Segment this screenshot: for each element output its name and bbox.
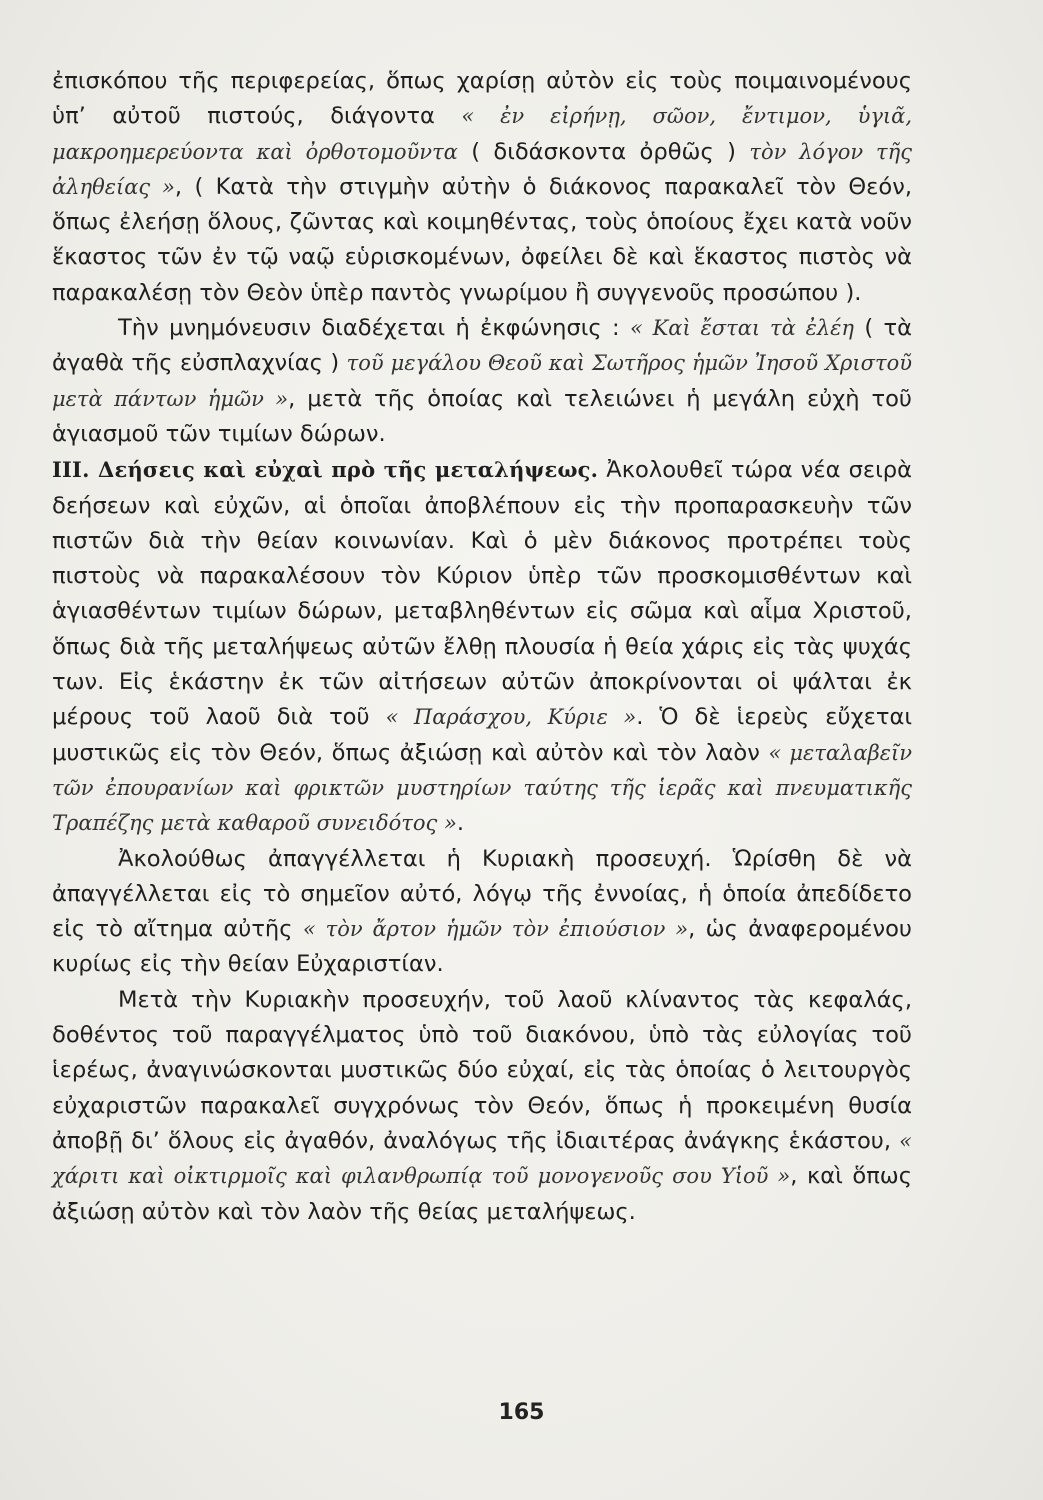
text-run: ( διδάσκοντα ὀρθῶς )	[457, 138, 750, 165]
text-run: Τὴν μνημόνευσιν διαδέχεται ἡ ἐκφώνησις :	[118, 315, 630, 342]
section-heading: ΙΙΙ. Δεήσεις καὶ εὐχαὶ πρὸ τῆς μεταλήψεως.	[52, 457, 599, 483]
quoted-text: « χάριτι καὶ οἰκτιρμοῖς καὶ φιλανθρωπίᾳ τοῦ μονογενοῦς σου Υἱοῦ »	[52, 1128, 912, 1189]
page-number: 165	[498, 1400, 545, 1425]
text-run: Ἀκολούθως ἀπαγγέλλεται ἡ Κυριακὴ προσευχή. Ὡρίσθη δὲ νὰ ἀπαγγέλλεται εἰς τὸ σημεῖον αὐτό, λόγῳ τῆς ἐννοίας, ἡ ὁποία ἀπεδίδετο εἰς τὸ αἴτημα αὐτῆς	[52, 845, 912, 943]
quoted-text: « μεταλαβεῖν τῶν ἐπουρανίων καὶ φρικτῶν μυστηρίων ταύτης τῆς ἱερᾶς καὶ πνευματικῆς Τραπέζης μετὰ καθαροῦ συνειδότος »	[52, 740, 912, 836]
paragraph-lords-prayer	[52, 842, 912, 983]
text-run: , καὶ ὅπως ἀξιώσῃ αὐτὸν καὶ τὸν λαὸν τῆς θείας μεταλήψεως.	[52, 1163, 912, 1225]
quoted-text: τοῦ μεγάλου Θεοῦ καὶ Σωτῆρος ἡμῶν Ἰησοῦ Χριστοῦ μετὰ πάντων ἡμῶν »	[52, 351, 912, 411]
paragraph-continuation	[52, 64, 912, 311]
text-run: . Ὁ δὲ ἱερεὺς εὔχεται μυστικῶς εἰς τὸν Θεόν, ὅπως ἀξιώσῃ καὶ αὐτὸν καὶ τὸν λαὸν	[52, 704, 912, 766]
text-run: Ἀκολουθεῖ τώρα νέα σειρὰ δεήσεων καὶ εὐχῶν, αἱ ὁποῖαι ἀποβλέπουν εἰς τὴν προπαρασκευὴν τῶν πιστῶν διὰ τὴν θείαν κοινωνίαν. Καὶ ὁ μὲν διάκονος προτρέπει τοὺς πιστοὺς νὰ παρακαλέσουν τὸν Κύριον ὑπὲρ τῶν προσκομισθέντων καὶ ἁγιασθέντων τιμίων δώρων, μεταβληθέντων εἰς σῶμα καὶ αἷμα Χριστοῦ, ὅπως διὰ τῆς μεταλήψεως αὐτῶν ἔλθῃ πλουσία ἡ θεία χάρις εἰς τὰς ψυχάς των. Εἰς ἑκάστην ἐκ τῶν αἰτήσεων αὐτῶν ἀποκρίνονται οἱ ψάλται ἐκ μέρους τοῦ λαοῦ διὰ τοῦ	[52, 457, 912, 731]
text-run: , ( Κατὰ τὴν στιγμὴν αὐτὴν ὁ διάκονος παρακαλεῖ τὸν Θεόν, ὅπως ἐλεήσῃ ὅλους, ζῶντας καὶ κοιμηθέντας, τοὺς ὁποίους ἔχει κατὰ νοῦν ἕκαστος τῶν ἐν τῷ ναῷ εὑρισκομένων, ὀφείλει δὲ καὶ ἕκαστος πιστὸς νὰ παρακαλέσῃ τὸν Θεὸν ὑπὲρ παντὸς γνωρίμου ἢ συγγενοῦς προσώπου ).	[52, 173, 913, 306]
paragraph-section-iii	[52, 452, 912, 841]
text-run: , μετὰ τῆς ὁποίας καὶ τελειώνει ἡ μεγάλη εὐχὴ τοῦ ἁγιασμοῦ τῶν τιμίων δώρων.	[52, 385, 913, 447]
body-text	[52, 64, 912, 1230]
text-run: ( τὰ ἀγαθὰ τῆς εὐσπλαχνίας )	[52, 315, 912, 377]
quoted-text: « τὸν ἄρτον ἡμῶν τὸν ἐπιούσιον »	[302, 917, 689, 942]
text-run: .	[456, 810, 464, 837]
paragraph-after-prayer	[52, 983, 912, 1230]
quoted-text: τὸν λόγον τῆς ἀληθείας »	[52, 139, 912, 199]
quoted-text: « Καὶ ἔσται τὰ ἐλέη	[629, 316, 855, 341]
quoted-text: « ἐν εἰρήνῃ, σῶον, ἔντιμον, ὑγιᾶ, μακροημερεύοντα καὶ ὀρθοτομοῦντα	[52, 104, 912, 164]
text-run: ἐπισκόπου τῆς περιφερείας, ὅπως χαρίσῃ αὐτὸν εἰς τοὺς ποιμαινομένους ὑπ’ αὐτοῦ πιστούς, διάγοντα	[52, 68, 912, 130]
text-run: Μετὰ τὴν Κυριακὴν προσευχήν, τοῦ λαοῦ κλίναντος τὰς κεφαλάς, δοθέντος τοῦ παραγγέλματος ὑπὸ τοῦ διακόνου, ὑπὸ τὰς εὐλογίας τοῦ ἱερέως, ἀναγινώσκονται μυστικῶς δύο εὐχαί, εἰς τὰς ὁποίας ὁ λειτουργὸς εὐχαριστῶν παρακαλεῖ συγχρόνως τὸν Θεόν, ὅπως ἡ προκειμένη θυσία ἀποβῇ δι’ ὅλους εἰς ἀγαθόν, ἀναλόγως τῆς ἰδιαιτέρας ἀνάγκης ἑκάστου,	[52, 986, 912, 1154]
quoted-text: « Παράσχου, Κύριε »	[385, 705, 637, 730]
text-run: , ὡς ἀναφερομένου κυρίως εἰς τὴν θείαν Εὐχαριστίαν.	[52, 916, 913, 978]
paragraph-commemoration	[52, 311, 912, 452]
